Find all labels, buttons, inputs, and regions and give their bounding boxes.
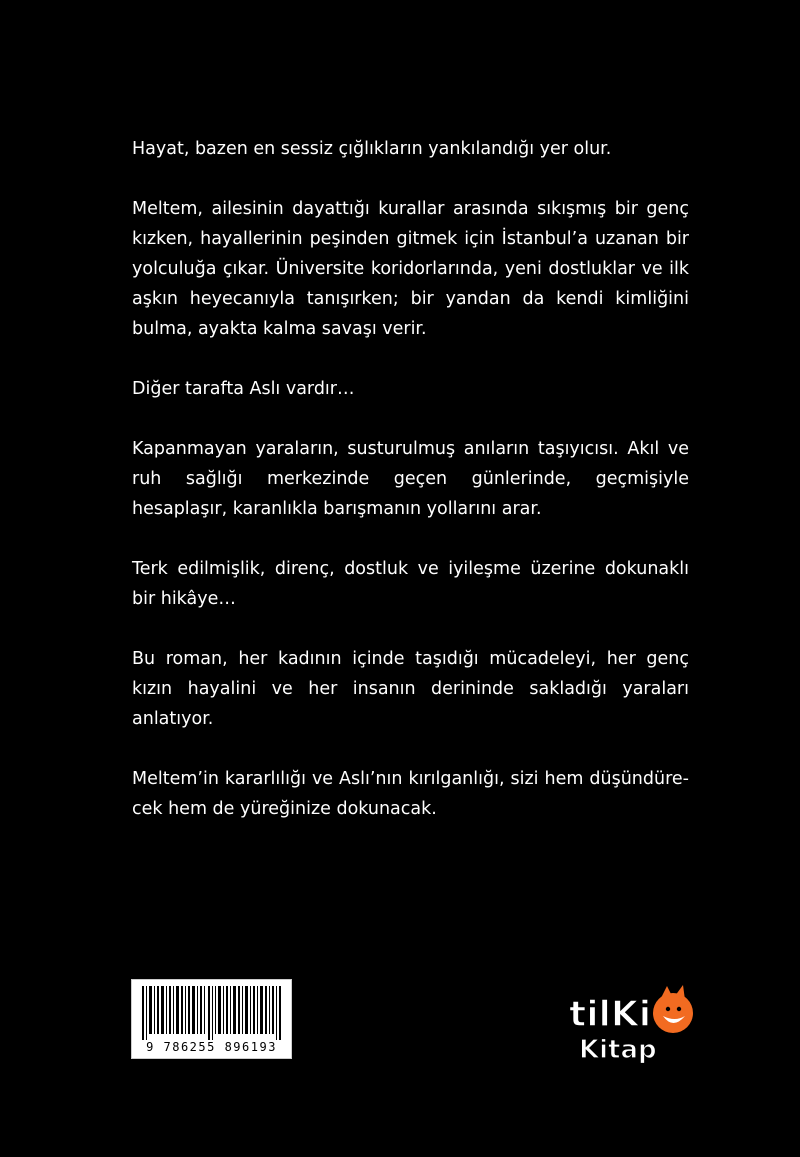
blurb-paragraph-6: Bu roman, her kadının içinde taşıdığı mücadeleyi, her genç kızın hayalini ve her insanın derininde sakladığı yaraları anlatıyor. [132, 649, 689, 729]
blurb-paragraph-7: Meltem’in kararlılığı ve Aslı’nın kırılganlığı, sizi hem düşündürecek hem de yüreğinize dokunacak. [132, 769, 689, 819]
back-cover-blurb [132, 134, 689, 854]
barcode-bars [142, 986, 283, 1040]
publisher-logo [565, 978, 700, 1068]
blurb-paragraph-5: Terk edilmişlik, direnç, dostluk ve iyileşme üzerine dokunaklı bir hikâye… [132, 559, 689, 609]
fox-icon [653, 985, 693, 1033]
blurb-paragraph-1: Hayat, bazen en sessiz çığlıkların yankılandığı yer olur. [132, 139, 612, 159]
isbn-digits: 9 786255 896193 [146, 1040, 277, 1054]
blurb-paragraph-4: Kapanmayan yaraların, susturulmuş anıların taşıyıcısı. Akıl ve ruh sağlığı merkezinde geçen günlerinde, geçmişiyle hesaplaşır, karanlıkla barışmanın yollarını arar. [132, 439, 689, 519]
logo-line-1: tilKi [569, 994, 652, 1035]
isbn-barcode [131, 979, 292, 1059]
logo-line-2: Kitap [579, 1035, 657, 1065]
blurb-paragraph-3: Diğer tarafta Aslı vardır… [132, 379, 355, 399]
blurb-paragraph-2: Meltem, ailesinin dayattığı kurallar arasında sıkışmış bir genç kızken, hayallerinin peşinden gitmek için İstanbul’a uzanan bir yolculuğa çıkar. Üniversite koridorlarında, yeni dostluklar ve ilk aşkın heyecanıyla tanışırken; bir yandan da kendi kimliğini bulma, ayakta kalma savaşı verir. [132, 199, 689, 339]
